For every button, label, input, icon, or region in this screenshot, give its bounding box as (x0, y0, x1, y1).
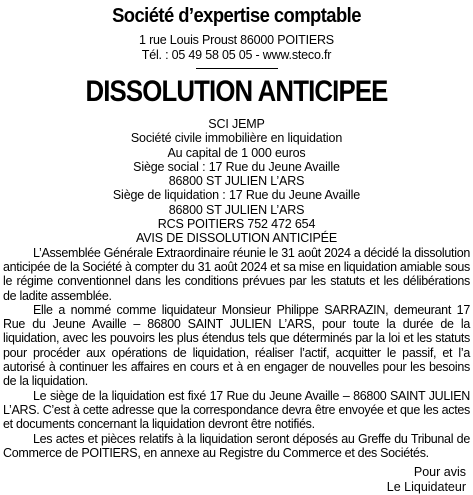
divider (196, 68, 278, 69)
rcs-number: RCS POITIERS 752 472 654 (157, 217, 316, 232)
notice-subtitle: AVIS DE DISSOLUTION ANTICIPÉE (135, 231, 338, 246)
firm-contact: Tél. : 05 49 58 05 05 - www.steco.fr (141, 48, 332, 62)
liquidation-office-city: 86800 ST JULIEN L’ARS (168, 202, 305, 217)
body-paragraph: Elle a nommé comme liquidateur Monsieur Philippe SARRAZIN, demeurant 17 Rue du Jeune Availle – 86800 SAINT JULIEN L’ARS, pour toute la durée de la liquidation, avec les pouvoirs les plus étendus tels que déterminés par la loi et les statuts pour procéder aux opérations de liquidation, réaliser l’actif, acquitter le passif, et l’a autorisé à continuer les affaires en cours et à en engager de nouvelles pour les besoins de la liquidation. (3, 302, 470, 389)
closing-signatory: Le Liquidateur (386, 480, 466, 495)
firm-name: Société d’expertise comptable (112, 5, 361, 27)
liquidation-office: Siège de liquidation : 17 Rue du Jeune Availle (112, 188, 361, 203)
notice-headline: DISSOLUTION ANTICIPEE (85, 75, 388, 108)
body-paragraph: L’Assemblée Générale Extraordinaire réunie le 31 août 2024 a décidé la dissolution anticipée de la Société à compter du 31 août 2024 et sa mise en liquidation amiable sous le régime conventionnel dans les conditions prévues par les statuts et les délibérations de ladite assemblée. (3, 245, 470, 303)
company-capital: Au capital de 1 000 euros (167, 145, 306, 160)
registered-office: Siège social : 17 Rue du Jeune Availle (133, 159, 340, 174)
firm-address: 1 rue Louis Proust 86000 POITIERS (139, 33, 334, 47)
body-paragraph: Le siège de la liquidation est fixé 17 Rue du Jeune Availle – 86800 SAINT JULIEN L’ARS. C’est à cette adresse que la correspondance devra être envoyée et que les actes et documents concernant la liquidation devront être notifiés. (3, 388, 470, 432)
company-form: Société civile immobilière en liquidation (130, 131, 343, 146)
notice-body (3, 246, 470, 460)
company-name: SCI JEMP (208, 117, 265, 131)
body-paragraph: Les actes et pièces relatifs à la liquidation seront déposés au Greffe du Tribunal de Commerce de POITIERS, en annexe au Registre du Commerce et des Sociétés. (3, 431, 470, 460)
closing-block (3, 465, 470, 495)
registered-office-city: 86800 ST JULIEN L’ARS (168, 174, 305, 189)
closing-for-notice: Pour avis (413, 465, 466, 480)
company-block (3, 117, 470, 246)
